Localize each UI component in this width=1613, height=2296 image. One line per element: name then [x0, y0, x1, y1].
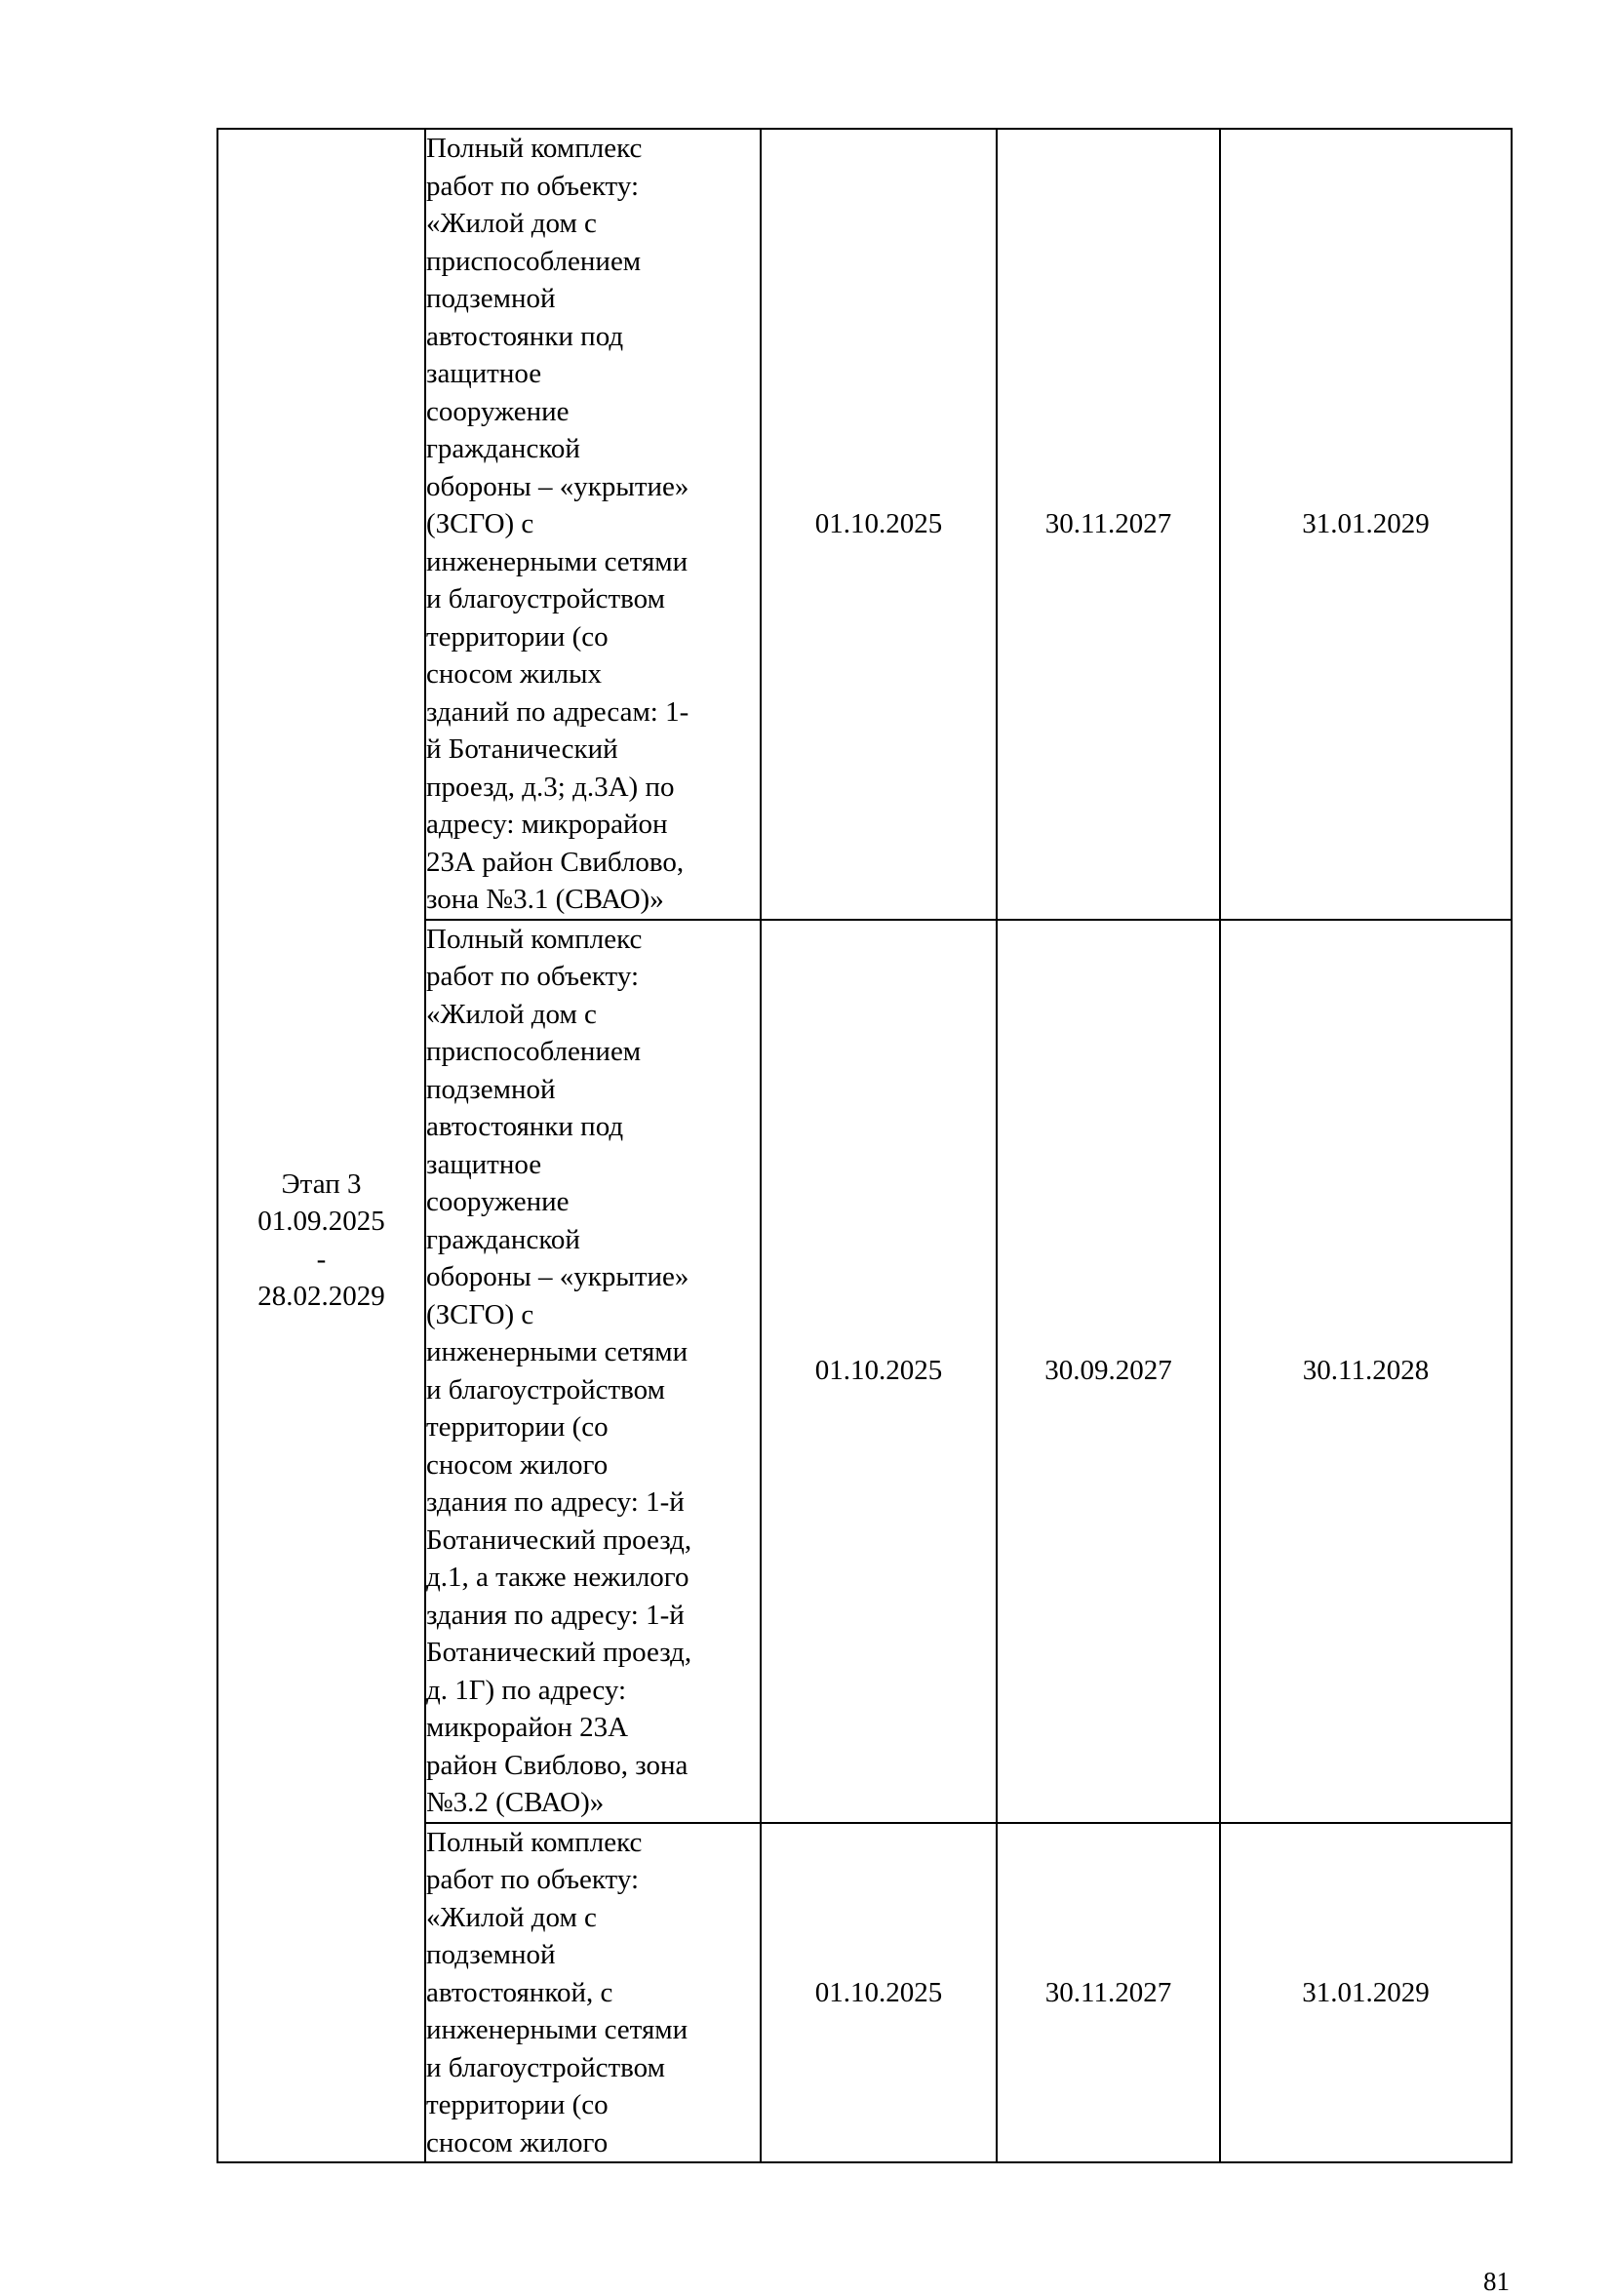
date-cell-1: 01.10.2025 [761, 1823, 997, 2163]
description-line: работ по объекту: [426, 170, 640, 202]
description-line: проезд, д.3; д.3А) по [426, 771, 675, 803]
description-line: Ботанический проезд, [426, 1524, 692, 1556]
description-line: адресу: микрорайон [426, 809, 668, 840]
description-line: здания по адресу: 1-й [426, 1599, 685, 1631]
description-line: сооружение [426, 395, 570, 427]
date-cell-2: 30.09.2027 [997, 920, 1220, 1823]
date-cell-1: 01.10.2025 [761, 129, 997, 920]
description-line: территории (со [426, 620, 609, 653]
description-line: подземной [426, 1073, 556, 1105]
description-line: сооружение [426, 1186, 570, 1217]
description-line: приспособлением [426, 1036, 642, 1067]
description-line: зданий по адресам: 1- [426, 695, 689, 728]
description-line: защитное [426, 1148, 542, 1180]
stage-start-date: 01.09.2025 [257, 1206, 385, 1237]
description-line: «Жилой дом с [426, 998, 597, 1030]
description-line: (ЗСГО) с [426, 508, 534, 539]
stage-date-separator: - [316, 1243, 327, 1275]
date-cell-3: 31.01.2029 [1220, 1823, 1512, 2163]
description-line: и благоустройством [426, 1373, 665, 1405]
description-line: 23А район Свиблово, [426, 846, 685, 878]
description-line: территории (со [426, 1411, 609, 1443]
description-line: территории (со [426, 2089, 609, 2120]
date-cell-1: 01.10.2025 [761, 920, 997, 1823]
description-line: Полный комплекс [426, 1826, 643, 1858]
object-description [425, 920, 761, 1823]
description-line: «Жилой дом с [426, 1901, 597, 1933]
description-line: Полный комплекс [426, 923, 643, 955]
description-line: Ботанический проезд, [426, 1637, 692, 1668]
description-line: сносом жилого [426, 2126, 609, 2158]
description-line: автостоянки под [426, 320, 624, 352]
description-line: инженерными сетями [426, 1336, 688, 1367]
description-line: инженерными сетями [426, 2014, 688, 2045]
object-description [425, 129, 761, 920]
description-line: (ЗСГО) с [426, 1298, 534, 1330]
description-line: здания по адресу: 1-й [426, 1486, 685, 1518]
stage-schedule-table [216, 128, 1513, 2163]
description-line: подземной [426, 283, 556, 314]
date-cell-2: 30.11.2027 [997, 129, 1220, 920]
description-line: обороны – «укрытие» [426, 1261, 689, 1292]
description-line: и благоустройством [426, 2051, 665, 2083]
date-cell-3: 31.01.2029 [1220, 129, 1512, 920]
description-line: автостоянкой, с [426, 1976, 613, 2008]
description-line: и благоустройством [426, 583, 665, 614]
description-line: приспособлением [426, 245, 642, 277]
description-line: й Ботанический [426, 733, 618, 765]
description-line: автостоянки под [426, 1111, 624, 1142]
date-cell-2: 30.11.2027 [997, 1823, 1220, 2163]
description-line: гражданской [426, 433, 580, 464]
description-line: микрорайон 23А [426, 1712, 629, 1743]
description-line: обороны – «укрытие» [426, 470, 689, 502]
description-line: зона №3.1 (СВАО)» [426, 884, 664, 915]
description-line: д.1, а также нежилого [426, 1562, 689, 1593]
description-line: «Жилой дом с [426, 208, 597, 239]
description-line: защитное [426, 358, 542, 389]
stage-title: Этап 3 [281, 1168, 362, 1200]
table-row [217, 129, 1512, 920]
description-line: гражданской [426, 1223, 580, 1255]
description-line: Полный комплекс [426, 133, 643, 164]
description-line: район Свиблово, зона [426, 1749, 688, 1781]
description-line: подземной [426, 1939, 556, 1970]
description-line: работ по объекту: [426, 961, 640, 992]
description-line: сносом жилого [426, 1448, 609, 1481]
object-description [425, 1823, 761, 2163]
page-number: 81 [1483, 2267, 1510, 2296]
stage-cell [217, 129, 425, 2162]
description-line: д. 1Г) по адресу: [426, 1674, 627, 1706]
description-line: сносом жилых [426, 658, 603, 690]
description-line: инженерными сетями [426, 545, 688, 577]
stage-end-date: 28.02.2029 [257, 1281, 385, 1312]
date-cell-3: 30.11.2028 [1220, 920, 1512, 1823]
description-line: №3.2 (СВАО)» [426, 1787, 605, 1818]
description-line: работ по объекту: [426, 1864, 640, 1895]
